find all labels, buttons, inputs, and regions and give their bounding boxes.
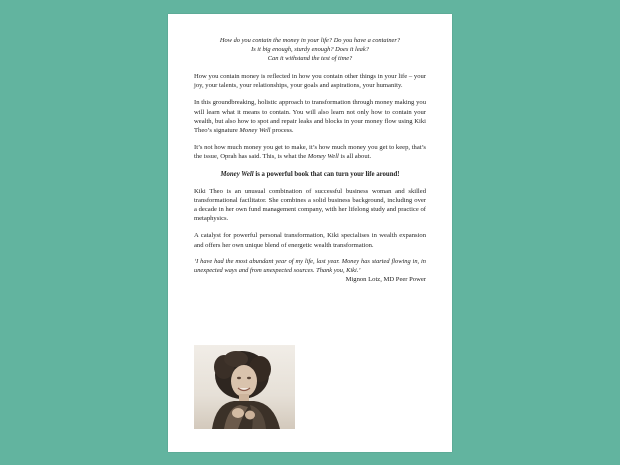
headline — [194, 170, 426, 179]
author-portrait-image — [194, 345, 295, 429]
paragraph-approach — [194, 98, 426, 135]
money-well-process-title: Money Well — [239, 127, 271, 135]
testimonial-attribution: Mignon Lotz, MD Peer Power — [345, 276, 426, 284]
cover-text — [194, 36, 426, 284]
paragraph-oprah-end: is all about. — [338, 153, 372, 161]
intro-line-3: Can it withstand the test of time? — [267, 55, 353, 62]
paragraph-approach-end: process. — [270, 127, 294, 135]
paragraph-containment: How you contain money is reflected in how you contain other things in your life – your joy, your talents, your relationships, your goals and aspirations, your humanity. — [194, 73, 426, 90]
book-back-cover — [168, 14, 452, 452]
intro-line-1: How do you contain the money in your life? Do you have a container? — [219, 37, 401, 44]
paragraph-oprah — [194, 143, 426, 161]
intro-questions — [194, 36, 426, 63]
paragraph-author-bio: Kiki Theo is an unusual combination of successful business woman and skilled transformational facilitator. She combines a solid business background, including over a decade in her own fund management company, with her lifelong study and practice of metaphysics. — [194, 187, 426, 223]
headline-text: is a powerful book that can turn your life around! — [253, 170, 400, 178]
paragraph-catalyst: A catalyst for powerful personal transformation, Kiki specialises in wealth expansion and offers her own unique blend of energetic wealth transformation. — [194, 232, 426, 249]
author-photo — [194, 345, 295, 429]
intro-line-2: Is it big enough, sturdy enough? Does it leak? — [251, 46, 369, 53]
paragraph-oprah-text: It’s not how much money you get to make, it’s how much money you get to keep, that’s the issue, Oprah has said. This, is what the — [194, 144, 426, 161]
testimonial-quote: ‘I have had the most abundant year of my life, last year. Money has started flowing in, in unexpected ways and from unexpected sources. Thank you, Kiki.’ — [194, 257, 426, 274]
money-well-title: Money Well — [307, 153, 339, 161]
headline-book-title: Money Well — [220, 170, 254, 178]
paragraph-approach-text: In this groundbreaking, holistic approach to transformation through money making you will learn what it means to contain. You will also learn not only how to contain your wealth, but also how to spot and repair leaks and blocks in your money flow using Kiki Theo’s signature — [194, 99, 426, 135]
